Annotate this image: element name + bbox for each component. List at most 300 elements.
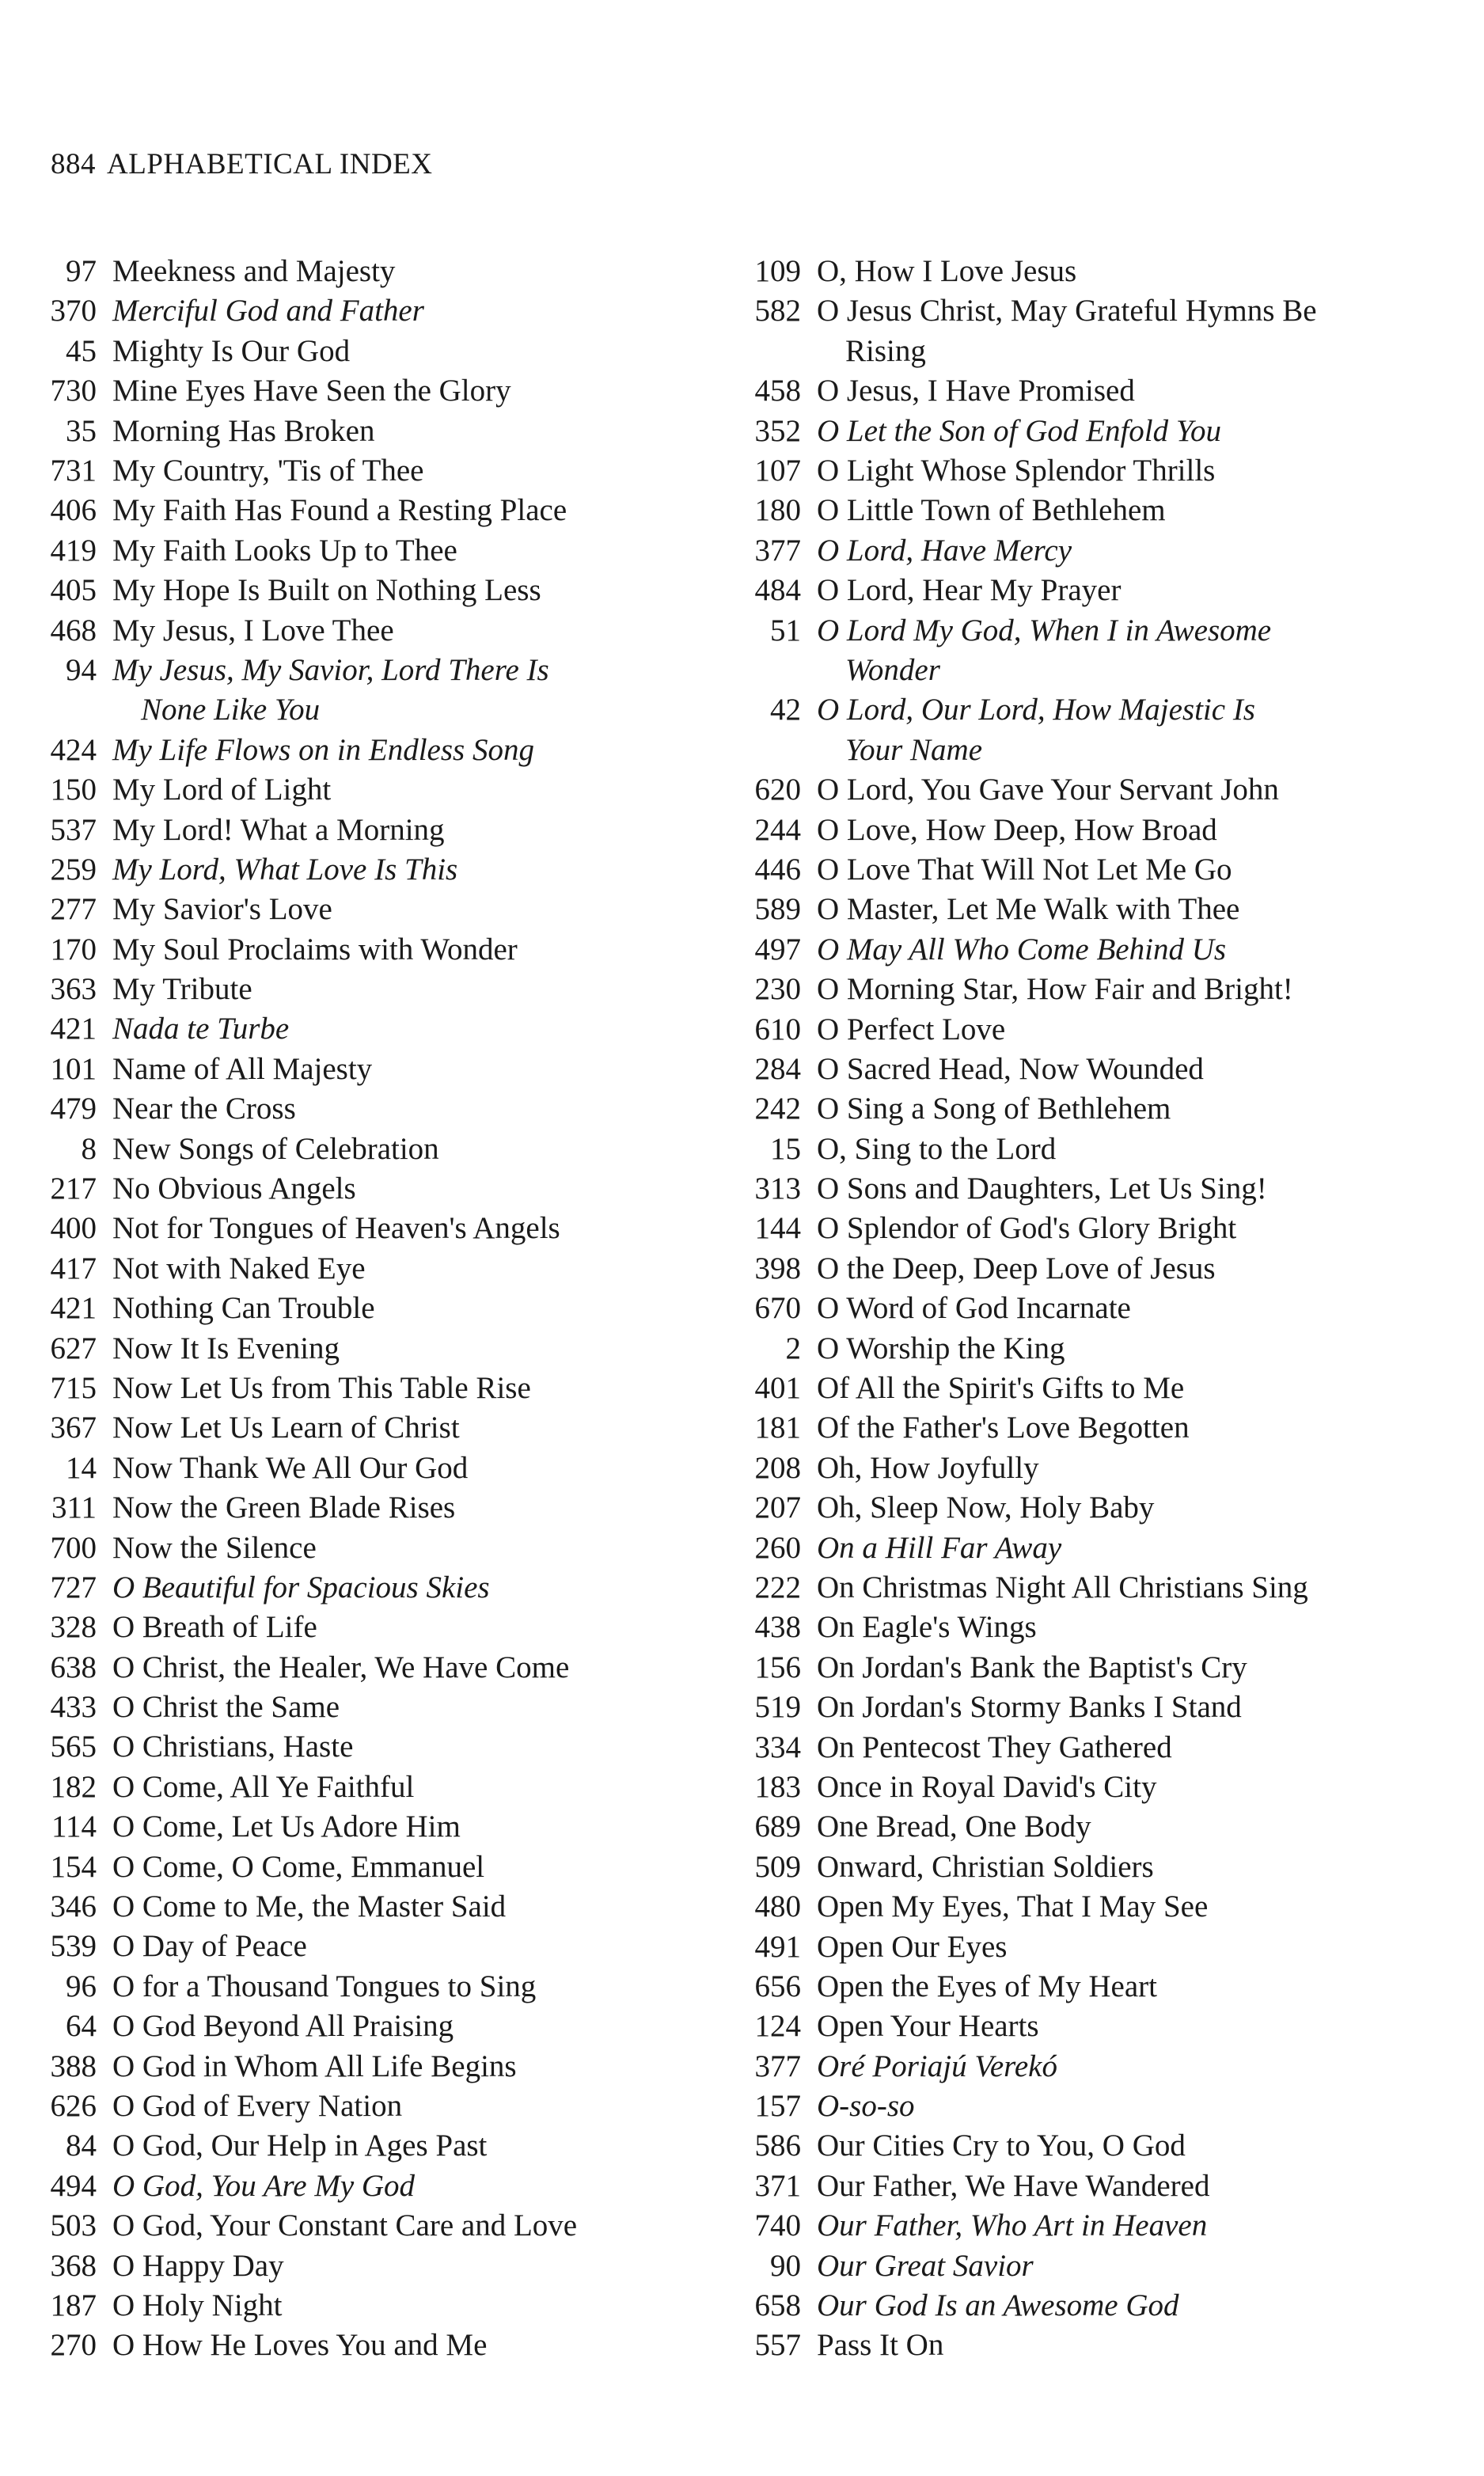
hymn-title: Name of All Majesty: [112, 1051, 373, 1086]
index-entry: [728, 2126, 1472, 2166]
index-entry: [24, 1529, 720, 1568]
hymn-title: Mighty Is Our God: [112, 333, 351, 368]
index-entry: [728, 1089, 1472, 1129]
index-entry: [728, 2007, 1472, 2046]
hymn-title: Of All the Spirit's Gifts to Me: [817, 1371, 1185, 1406]
page-header: [51, 147, 433, 181]
hymn-title-block: [112, 1727, 720, 1767]
hymn-title-block: [112, 2087, 720, 2126]
index-entry: [24, 1927, 720, 1966]
hymn-number: 371: [754, 2168, 801, 2203]
index-entry: [728, 1130, 1472, 1169]
hymn-title: O God of Every Nation: [112, 2089, 403, 2123]
index-entry: [728, 1648, 1472, 1688]
hymn-number: 222: [754, 1570, 801, 1604]
hymn-number: 557: [754, 2328, 801, 2363]
index-entry: [728, 770, 1472, 810]
hymn-title: Our Father, Who Art in Heaven: [817, 2208, 1208, 2243]
hymn-title-block: [112, 1608, 720, 1647]
hymn-title-block: [112, 1887, 720, 1927]
index-column-left: [24, 252, 720, 2366]
index-entry: [728, 1728, 1472, 1768]
hymn-title: Nothing Can Trouble: [112, 1291, 375, 1326]
hymn-title-block: [817, 770, 1472, 810]
hymn-title: O Sons and Daughters, Let Us Sing!: [817, 1172, 1267, 1206]
hymn-number: 509: [754, 1849, 801, 1884]
hymn-title-block: [112, 531, 720, 571]
hymn-title: O Breath of Life: [112, 1610, 317, 1645]
hymn-title: Now It Is Evening: [112, 1331, 340, 1365]
hymn-title-block: [817, 970, 1472, 1009]
index-entry: [24, 2286, 720, 2326]
hymn-title: Pass It On: [817, 2328, 944, 2363]
hymn-title: O God, You Are My God: [112, 2168, 416, 2203]
hymn-number: 64: [66, 2009, 97, 2044]
hymn-title-block: [112, 611, 720, 651]
hymn-number: 715: [50, 1370, 97, 1405]
hymn-number: 388: [50, 2049, 97, 2083]
hymn-title-block: [112, 1089, 720, 1129]
hymn-title: O Splendor of God's Glory Bright: [817, 1211, 1237, 1246]
hymn-number: 424: [50, 732, 97, 767]
index-entry: [24, 1887, 720, 1927]
hymn-number: 107: [754, 453, 801, 488]
hymn-number: 458: [754, 374, 801, 408]
hymn-number: 207: [754, 1491, 801, 1525]
hymn-number: 401: [754, 1371, 801, 1406]
index-entry: [728, 850, 1472, 890]
index-entry: [24, 451, 720, 491]
hymn-number: 586: [754, 2129, 801, 2163]
hymn-number: 154: [50, 1849, 97, 1884]
hymn-number: 94: [66, 652, 97, 687]
hymn-title-block: [817, 1967, 1472, 2007]
index-entry: [24, 1967, 720, 2007]
index-entry: [728, 890, 1472, 929]
hymn-title-block: [112, 651, 720, 731]
hymn-title: Now Let Us from This Table Rise: [112, 1370, 531, 1405]
hymn-title-block: [112, 731, 720, 770]
hymn-number: 610: [754, 1012, 801, 1046]
hymn-title-block: [112, 1488, 720, 1528]
index-entry: [24, 2206, 720, 2246]
index-entry: [24, 1408, 720, 1448]
index-entry: [728, 970, 1472, 1009]
index-entry: [24, 2166, 720, 2206]
hymn-title: O Sing a Song of Bethlehem: [817, 1092, 1171, 1126]
hymn-title: My Lord of Light: [112, 773, 332, 807]
hymn-title-block: [112, 1209, 720, 1248]
hymn-number: 491: [754, 1929, 801, 1964]
hymn-title: O May All Who Come Behind Us: [817, 932, 1227, 966]
hymn-number: 97: [66, 254, 97, 288]
hymn-title-block: [817, 1289, 1472, 1328]
hymn-number: 101: [50, 1051, 97, 1086]
hymn-number: 2: [785, 1331, 801, 1365]
hymn-title-block: [112, 1249, 720, 1289]
hymn-number: 51: [770, 613, 801, 647]
hymn-number: 582: [754, 294, 801, 328]
index-entry: [728, 1249, 1472, 1289]
hymn-title: O God, Our Help in Ages Past: [112, 2129, 488, 2163]
hymn-title: My Lord, What Love Is This: [112, 852, 458, 887]
hymn-title: O God, Your Constant Care and Love: [112, 2208, 578, 2243]
index-entry: [728, 690, 1472, 770]
hymn-title: Now Let Us Learn of Christ: [112, 1411, 460, 1445]
hymn-title-block: [112, 571, 720, 610]
hymn-number: 144: [754, 1211, 801, 1246]
index-entry: [24, 890, 720, 929]
hymn-title-block: [112, 930, 720, 970]
hymn-title-block: [112, 1408, 720, 1448]
hymn-title-block: [112, 2007, 720, 2046]
hymn-title-block: [817, 2126, 1472, 2166]
hymn-title: O Day of Peace: [112, 1929, 307, 1964]
hymn-title-block: [112, 412, 720, 451]
index-entry: [728, 571, 1472, 610]
hymn-number: 740: [754, 2208, 801, 2243]
hymn-number: 8: [81, 1131, 97, 1166]
hymn-title-block: [817, 491, 1472, 530]
hymn-number: 90: [770, 2248, 801, 2283]
hymn-title-block: [112, 811, 720, 850]
hymn-number: 398: [754, 1251, 801, 1285]
hymn-title: My Faith Has Found a Resting Place: [112, 493, 567, 528]
hymn-number: 480: [754, 1889, 801, 1924]
hymn-title: My Savior's Love: [112, 892, 332, 927]
hymn-number: 156: [754, 1650, 801, 1684]
index-entry: [728, 2286, 1472, 2326]
hymn-title-block: [112, 252, 720, 291]
hymn-title: On Christmas Night All Christians Sing: [817, 1570, 1308, 1604]
hymn-number: 417: [50, 1251, 97, 1285]
index-entry: [728, 2246, 1472, 2286]
hymn-number: 620: [754, 773, 801, 807]
index-entry: [24, 1209, 720, 1248]
hymn-number: 181: [754, 1411, 801, 1445]
hymn-title: Onward, Christian Soldiers: [817, 1849, 1154, 1884]
index-entry: [24, 252, 720, 291]
hymn-title: Open My Eyes, That I May See: [817, 1889, 1209, 1924]
hymn-title: O God Beyond All Praising: [112, 2009, 454, 2044]
hymn-title-block: [817, 890, 1472, 929]
index-entry: [24, 1488, 720, 1528]
index-entry: [728, 412, 1472, 451]
hymn-title: O Jesus, I Have Promised: [817, 374, 1135, 408]
hymn-title: On Pentecost They Gathered: [817, 1730, 1172, 1764]
index-entry: [728, 1887, 1472, 1927]
hymn-title-block: [817, 1209, 1472, 1248]
hymn-title: Our Father, We Have Wandered: [817, 2168, 1210, 2203]
hymn-title: No Obvious Angels: [112, 1172, 356, 1206]
hymn-number: 124: [754, 2009, 801, 2044]
index-entry: [24, 811, 720, 850]
index-entry: [24, 1329, 720, 1369]
hymn-title-block: [112, 1927, 720, 1966]
hymn-number: 497: [754, 932, 801, 966]
hymn-title: Now the Silence: [112, 1530, 317, 1565]
hymn-title-block: [817, 2166, 1472, 2206]
hymn-title: Near the Cross: [112, 1092, 296, 1126]
hymn-number: 334: [754, 1730, 801, 1764]
hymn-title-block: [817, 2087, 1472, 2126]
hymn-title: O Come to Me, the Master Said: [112, 1889, 507, 1924]
hymn-title-block: [817, 1449, 1472, 1488]
hymn-number: 484: [754, 573, 801, 608]
hymn-title-block: [817, 1927, 1472, 1967]
hymn-title-block: [817, 1130, 1472, 1169]
hymn-title: O Love That Will Not Let Me Go: [817, 852, 1232, 887]
hymn-title-continuation: None Like You: [141, 693, 321, 727]
index-entry: [728, 1209, 1472, 1248]
hymn-title: O Sacred Head, Now Wounded: [817, 1051, 1204, 1086]
hymn-title-block: [817, 1568, 1472, 1608]
index-entry: [24, 491, 720, 530]
index-entry: [728, 1688, 1472, 1727]
hymn-title-block: [817, 811, 1472, 850]
hymn-title-block: [112, 371, 720, 411]
hymn-title: Oré Poriajú Verekó: [817, 2049, 1057, 2083]
hymn-number: 230: [754, 972, 801, 1007]
hymn-number: 96: [66, 1969, 97, 2003]
index-entry: [24, 2246, 720, 2286]
index-entry: [728, 2166, 1472, 2206]
hymn-number: 689: [754, 1810, 801, 1844]
hymn-title-continuation: Wonder: [845, 652, 940, 687]
hymn-title-block: [817, 291, 1472, 371]
index-entry: [728, 811, 1472, 850]
hymn-title-block: [817, 1807, 1472, 1847]
hymn-number: 468: [50, 613, 97, 647]
hymn-title: Morning Has Broken: [112, 413, 375, 448]
hymn-title-block: [112, 1449, 720, 1488]
hymn-title: Of the Father's Love Begotten: [817, 1411, 1190, 1445]
hymn-title: O God in Whom All Life Begins: [112, 2049, 517, 2083]
index-entry: [24, 1848, 720, 1887]
hymn-number: 638: [50, 1650, 97, 1684]
hymn-title-block: [817, 1887, 1472, 1927]
hymn-title: O Lord, Have Mercy: [817, 533, 1072, 568]
hymn-title: My Country, 'Tis of Thee: [112, 453, 424, 488]
index-column-right: [728, 252, 1472, 2366]
index-entry: [728, 1010, 1472, 1050]
index-entry: [728, 1408, 1472, 1448]
index-entry: [728, 1967, 1472, 2007]
hymn-number: 421: [50, 1291, 97, 1326]
hymn-title-block: [112, 1130, 720, 1169]
index-entry: [24, 611, 720, 651]
hymn-title-block: [817, 1848, 1472, 1887]
index-entry: [728, 1369, 1472, 1408]
hymn-title-block: [112, 2126, 720, 2166]
hymn-title-block: [817, 690, 1472, 770]
hymn-title-block: [817, 451, 1472, 491]
index-entry: [728, 1608, 1472, 1647]
index-entry: [728, 1449, 1472, 1488]
hymn-title-continuation: Your Name: [845, 732, 983, 767]
hymn-title-block: [112, 332, 720, 371]
hymn-number: 35: [66, 413, 97, 448]
hymn-title-block: [112, 451, 720, 491]
hymn-title-block: [817, 531, 1472, 571]
hymn-number: 658: [754, 2288, 801, 2323]
hymn-number: 311: [51, 1491, 97, 1525]
hymn-number: 377: [754, 2049, 801, 2083]
index-entry: [728, 930, 1472, 970]
hymn-title: Not with Naked Eye: [112, 1251, 366, 1285]
hymn-number: 84: [66, 2129, 97, 2163]
hymn-title: My Tribute: [112, 972, 252, 1007]
hymn-number: 731: [50, 453, 97, 488]
index-entry: [24, 1289, 720, 1328]
hymn-title: O Word of God Incarnate: [817, 1291, 1131, 1326]
hymn-title: O Worship the King: [817, 1331, 1065, 1365]
hymn-number: 42: [770, 693, 801, 727]
index-entry: [24, 1568, 720, 1608]
hymn-title: Open the Eyes of My Heart: [817, 1969, 1157, 2003]
hymn-title: Mine Eyes Have Seen the Glory: [112, 374, 511, 408]
hymn-number: 208: [754, 1450, 801, 1485]
hymn-title-block: [112, 1329, 720, 1369]
hymn-title: O Jesus Christ, May Grateful Hymns Be: [817, 294, 1317, 328]
index-entry: [24, 531, 720, 571]
hymn-number: 368: [50, 2248, 97, 2283]
hymn-title-block: [817, 2246, 1472, 2286]
index-entry: [728, 291, 1472, 371]
hymn-number: 438: [754, 1610, 801, 1645]
hymn-title-block: [817, 1369, 1472, 1408]
hymn-number: 180: [754, 493, 801, 528]
hymn-title: One Bread, One Body: [817, 1810, 1091, 1844]
hymn-title: Now Thank We All Our God: [112, 1450, 469, 1485]
hymn-number: 109: [754, 254, 801, 288]
hymn-number: 328: [50, 1610, 97, 1645]
hymn-number: 446: [754, 852, 801, 887]
index-entry: [24, 1688, 720, 1727]
index-entry: [24, 1249, 720, 1289]
hymn-title: Open Our Eyes: [817, 1929, 1008, 1964]
hymn-title: My Jesus, I Love Thee: [112, 613, 394, 647]
hymn-title-block: [112, 1848, 720, 1887]
hymn-title: On Jordan's Bank the Baptist's Cry: [817, 1650, 1247, 1684]
index-entry: [728, 611, 1472, 691]
hymn-number: 187: [50, 2288, 97, 2322]
hymn-number: 260: [754, 1530, 801, 1565]
hymn-number: 182: [50, 1769, 97, 1804]
index-entry: [24, 651, 720, 731]
hymn-title-block: [817, 2206, 1472, 2246]
hymn-number: 244: [754, 812, 801, 847]
hymn-title-block: [817, 412, 1472, 451]
hymn-title-block: [817, 1329, 1472, 1369]
hymn-title-block: [817, 1408, 1472, 1448]
hymn-title-block: [112, 1369, 720, 1408]
hymn-title-block: [817, 1089, 1472, 1129]
hymn-title: On a Hill Far Away: [817, 1530, 1062, 1565]
index-entry: [728, 491, 1472, 530]
hymn-number: 405: [50, 573, 97, 608]
hymn-number: 352: [754, 413, 801, 448]
hymn-title-block: [112, 1688, 720, 1727]
hymn-title-block: [817, 371, 1472, 411]
index-entry: [24, 412, 720, 451]
hymn-title-block: [112, 1648, 720, 1688]
hymn-title: O Happy Day: [112, 2248, 284, 2283]
hymn-title: O Come, O Come, Emmanuel: [112, 1849, 485, 1884]
hymn-title-block: [112, 1050, 720, 1089]
index-entry: [24, 1089, 720, 1129]
hymn-title-block: [817, 1608, 1472, 1647]
hymn-title-block: [112, 1568, 720, 1608]
hymn-title-block: [817, 1169, 1472, 1209]
hymn-title-block: [817, 2007, 1472, 2046]
index-entry: [24, 731, 720, 770]
hymn-title-block: [817, 850, 1472, 890]
hymn-title: O Morning Star, How Fair and Bright!: [817, 972, 1293, 1007]
hymn-number: 565: [50, 1730, 97, 1764]
hymn-title: My Faith Looks Up to Thee: [112, 533, 457, 568]
hymn-number: 277: [50, 892, 97, 927]
index-entry: [24, 2326, 720, 2365]
hymn-title: On Jordan's Stormy Banks I Stand: [817, 1690, 1242, 1725]
index-entry: [728, 2206, 1472, 2246]
hymn-number: 14: [66, 1450, 97, 1485]
index-entry: [24, 2126, 720, 2166]
hymn-title: O Master, Let Me Walk with Thee: [817, 892, 1240, 927]
hymn-title: Our Great Savior: [817, 2248, 1034, 2283]
index-entry: [24, 2047, 720, 2087]
hymn-title-block: [112, 2286, 720, 2326]
hymn-title-block: [112, 770, 720, 810]
index-entry: [24, 2007, 720, 2046]
hymn-number: 346: [50, 1889, 97, 1924]
hymn-title: Nada te Turbe: [112, 1012, 290, 1046]
hymn-title: O for a Thousand Tongues to Sing: [112, 1969, 537, 2003]
index-entry: [24, 571, 720, 610]
hymn-title-block: [112, 1967, 720, 2007]
hymn-title: Oh, How Joyfully: [817, 1450, 1039, 1485]
index-entry: [24, 1369, 720, 1408]
hymn-title-block: [112, 1289, 720, 1328]
hymn-title: New Songs of Celebration: [112, 1131, 439, 1166]
hymn-title-block: [112, 1529, 720, 1568]
hymn-title-block: [817, 1529, 1472, 1568]
index-entry: [24, 970, 720, 1009]
hymn-number: 433: [50, 1690, 97, 1725]
index-entry: [24, 1449, 720, 1488]
index-entry: [728, 1807, 1472, 1847]
hymn-title-continuation: Rising: [845, 333, 926, 368]
index-entry: [728, 1488, 1472, 1528]
hymn-title: My Life Flows on in Endless Song: [112, 732, 534, 767]
hymn-title-block: [817, 611, 1472, 691]
index-entry: [728, 1768, 1472, 1807]
hymn-number: 494: [50, 2168, 97, 2203]
index-entry: [728, 1050, 1472, 1089]
hymn-title: Merciful God and Father: [112, 294, 424, 328]
hymn-number: 259: [50, 852, 97, 887]
index-entry: [24, 1169, 720, 1209]
index-entry: [24, 850, 720, 890]
hymn-title-block: [817, 252, 1472, 291]
hymn-number: 242: [754, 1092, 801, 1126]
hymn-title-block: [112, 970, 720, 1009]
index-entry: [728, 1169, 1472, 1209]
index-entry: [728, 1329, 1472, 1369]
hymn-number: 270: [50, 2328, 97, 2363]
index-entry: [728, 1848, 1472, 1887]
hymn-title-block: [112, 1169, 720, 1209]
